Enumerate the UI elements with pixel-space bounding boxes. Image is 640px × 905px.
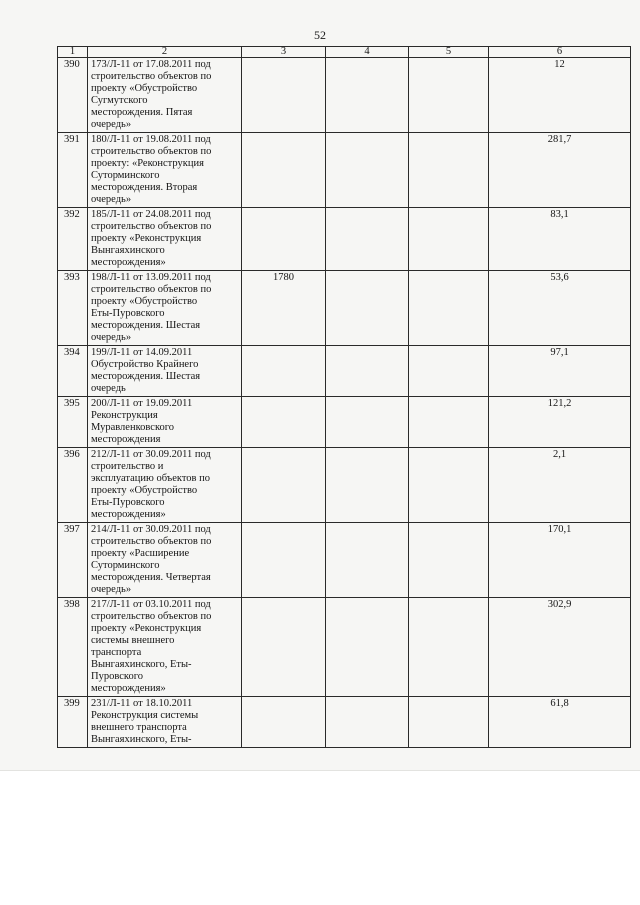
table-row (58, 58, 631, 133)
row-number: 390 (58, 58, 88, 133)
cell-col5 (409, 208, 489, 271)
cell-col3 (242, 346, 326, 397)
column-header: 1 (58, 47, 88, 58)
row-description: 214/Л-11 от 30.09.2011 под строительство объектов по проекту «Расширение Суторминского месторождения. Четвертая очередь» (91, 524, 212, 595)
land-lease-table (57, 46, 631, 748)
cell-col6: 121,2 (489, 397, 631, 448)
table-row (58, 448, 631, 523)
cell-col3 (242, 133, 326, 208)
row-description: 173/Л-11 от 17.08.2011 под строительство объектов по проекту «Обустройство Сугмутского месторождения. Пятая очередь» (91, 59, 212, 130)
row-description-cell (88, 208, 242, 271)
column-header: 6 (489, 47, 631, 58)
row-description-cell (88, 397, 242, 448)
cell-col5 (409, 397, 489, 448)
cell-col4 (326, 58, 409, 133)
column-header: 3 (242, 47, 326, 58)
cell-col5 (409, 346, 489, 397)
cell-col5 (409, 598, 489, 697)
table-row (58, 697, 631, 748)
cell-col6: 53,6 (489, 271, 631, 346)
cell-col4 (326, 271, 409, 346)
table-row (58, 397, 631, 448)
cell-col3 (242, 208, 326, 271)
cell-col3 (242, 523, 326, 598)
table-header-row (58, 47, 631, 58)
row-number: 393 (58, 271, 88, 346)
row-description: 199/Л-11 от 14.09.2011 Обустройство Крайнего месторождения. Шестая очередь (91, 347, 201, 394)
cell-col6: 302,9 (489, 598, 631, 697)
cell-col6: 83,1 (489, 208, 631, 271)
row-description: 198/Л-11 от 13.09.2011 под строительство объектов по проекту «Обустройство Еты-Пуровского месторождения. Шестая очередь» (91, 272, 212, 343)
row-description-cell (88, 271, 242, 346)
cell-col6: 281,7 (489, 133, 631, 208)
cell-col6: 2,1 (489, 448, 631, 523)
row-number: 397 (58, 523, 88, 598)
cell-col3 (242, 58, 326, 133)
cell-col5 (409, 271, 489, 346)
row-description-cell (88, 697, 242, 748)
row-description: 212/Л-11 от 30.09.2011 под строительство и эксплуатацию объектов по проекту «Обустройство Еты-Пуровского месторождения» (91, 449, 211, 520)
row-description: 231/Л-11 от 18.10.2011 Реконструкция системы внешнего транспорта Вынгаяхинского, Еты- (91, 698, 199, 745)
column-header: 2 (88, 47, 242, 58)
table-row (58, 271, 631, 346)
row-description-cell (88, 523, 242, 598)
cell-col5 (409, 523, 489, 598)
cell-col5 (409, 58, 489, 133)
row-number: 392 (58, 208, 88, 271)
row-description-cell (88, 448, 242, 523)
cell-col4 (326, 397, 409, 448)
table-row (58, 598, 631, 697)
row-description: 185/Л-11 от 24.08.2011 под строительство объектов по проекту «Реконструкция Вынгаяхинского месторождения» (91, 209, 212, 268)
cell-col3 (242, 697, 326, 748)
row-description: 200/Л-11 от 19.09.2011 Реконструкция Муравленковского месторождения (91, 398, 193, 445)
cell-col5 (409, 697, 489, 748)
row-description-cell (88, 346, 242, 397)
row-description: 217/Л-11 от 03.10.2011 под строительство объектов по проекту «Реконструкция системы внешнего транспорта Вынгаяхинского, Еты- Пуровского месторождения» (91, 599, 212, 694)
table-row (58, 133, 631, 208)
cell-col3 (242, 448, 326, 523)
cell-col4 (326, 208, 409, 271)
cell-col6: 12 (489, 58, 631, 133)
cell-col4 (326, 448, 409, 523)
cell-col4 (326, 133, 409, 208)
row-number: 391 (58, 133, 88, 208)
cell-col5 (409, 448, 489, 523)
row-description-cell (88, 133, 242, 208)
cell-col4 (326, 346, 409, 397)
row-description: 180/Л-11 от 19.08.2011 под строительство объектов по проекту: «Реконструкция Суторминского месторождения. Вторая очередь» (91, 134, 212, 205)
cell-col3: 1780 (242, 271, 326, 346)
row-number: 396 (58, 448, 88, 523)
page-number: 52 (314, 28, 326, 42)
row-description-cell (88, 598, 242, 697)
row-number: 394 (58, 346, 88, 397)
table-row (58, 346, 631, 397)
cell-col4 (326, 697, 409, 748)
cell-col4 (326, 523, 409, 598)
cell-col3 (242, 598, 326, 697)
cell-col6: 97,1 (489, 346, 631, 397)
cell-col6: 61,8 (489, 697, 631, 748)
column-header: 5 (409, 47, 489, 58)
table-row (58, 523, 631, 598)
table-body (58, 58, 631, 748)
table-row (58, 208, 631, 271)
cell-col4 (326, 598, 409, 697)
cell-col6: 170,1 (489, 523, 631, 598)
cell-col5 (409, 133, 489, 208)
row-number: 398 (58, 598, 88, 697)
row-description-cell (88, 58, 242, 133)
row-number: 395 (58, 397, 88, 448)
cell-col3 (242, 397, 326, 448)
column-header: 4 (326, 47, 409, 58)
row-number: 399 (58, 697, 88, 748)
